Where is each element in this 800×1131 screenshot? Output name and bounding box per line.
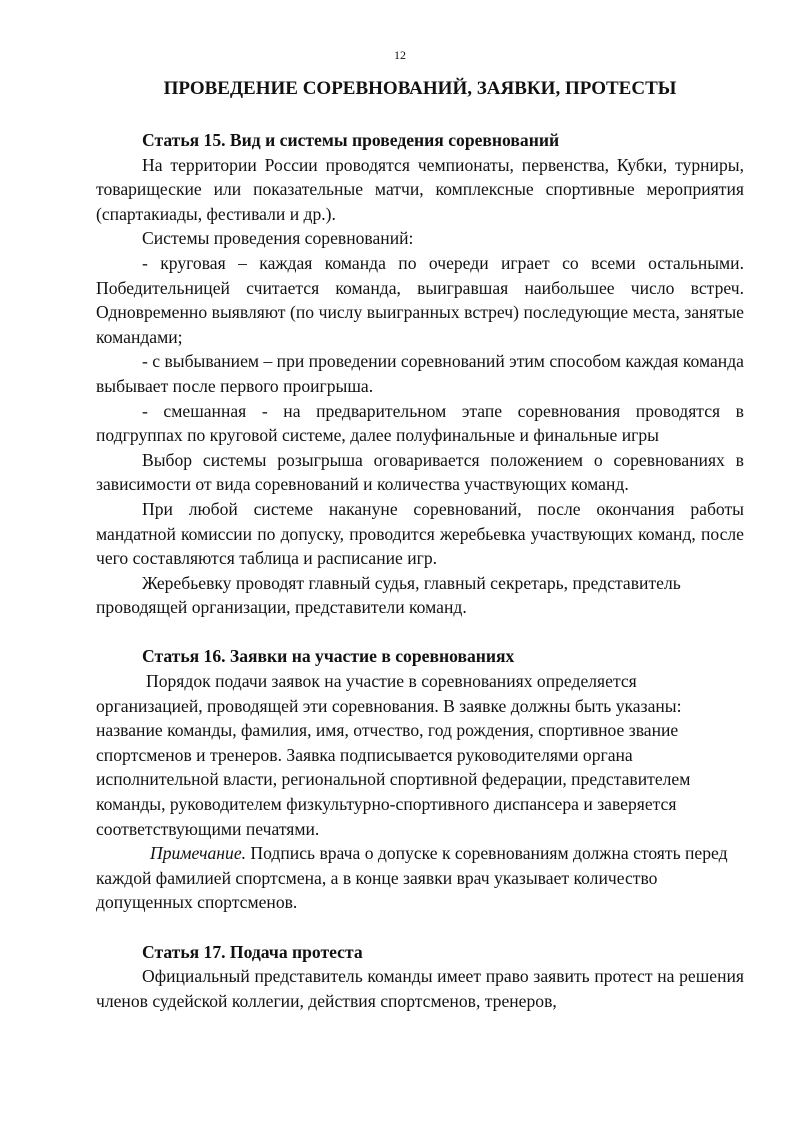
article-15-paragraph: На территории России проводятся чемпионаты, первенства, Кубки, турниры, товарищеские или показательные матчи, комплексные спортивные мероприятия (спартакиады, фестивали и др.). [96,154,744,224]
article-15 [96,128,744,620]
note-text: Подпись врача о допуске к соревнованиям должна стоять перед каждой фамилией спортсмена, а в конце заявки врач указывает количество допущенных спортсменов. [96,843,728,913]
section-spacer [96,620,744,645]
article-15-paragraph: Жеребьевку проводят главный судья, главный секретарь, представитель проводящей организации, представители команд. [96,572,681,618]
article-15-paragraph: - с выбыванием – при проведении соревнований этим способом каждая команда выбывает после первого проигрыша. [96,351,744,396]
article-16-heading: Статья 16. Заявки на участие в соревнованиях [142,646,515,667]
article-17-paragraph: Официальный представитель команды имеет право заявить протест на решения членов судейской коллегии, действия спортсменов, тренеров, [96,966,744,1011]
article-15-paragraph: При любой системе накануне соревнований, после окончания работы мандатной комиссии по допуску, проводится жеребьевка участвующих команд, после чего составляются таблица и расписание игр. [96,498,744,569]
article-15-paragraph: Выбор системы розыгрыша оговаривается положением о соревнованиях в зависимости от вида соревнований и количества участвующих команд. [96,449,744,495]
section-spacer [96,915,744,940]
article-15-paragraph: - смешанная - на предварительном этапе соревнования проводятся в подгруппах по круговой системе, далее полуфинальные и финальные игры [96,400,744,446]
page-title: ПРОВЕДЕНИЕ СОРЕВНОВАНИЙ, ЗАЯВКИ, ПРОТЕСТЫ [163,78,677,99]
article-16-note [96,841,744,915]
document-body [96,128,744,1013]
article-16 [96,644,744,915]
article-15-paragraph: - круговая – каждая команда по очереди играет со всеми остальными. Победительницей считается команда, выигравшая наибольшее число встреч. Одновременно выявляют (по числу выигранных встреч) последующие места, занятые командами; [96,252,744,347]
article-15-heading: Статья 15. Вид и системы проведения соревнований [142,130,560,150]
article-15-paragraph: Системы проведения соревнований: [142,228,414,249]
article-16-paragraph: Порядок подачи заявок на участие в соревнованиях определяется организацией, проводящей эти соревнования. В заявке должны быть указаны: название команды, фамилия, имя, отчество, год рождения, спортивное звание спортсменов и тренеров. Заявка подписывается руководителями органа исполнительной власти, региональной спортивной федерации, представителем команды, руководителем физкультурно-спортивного диспансера и заверяется соответствующими печатями. [96,671,691,839]
article-17 [96,940,744,1014]
page-number: 12 [394,48,406,62]
note-label: Примечание. [150,843,247,864]
article-17-heading: Статья 17. Подача протеста [142,941,363,962]
